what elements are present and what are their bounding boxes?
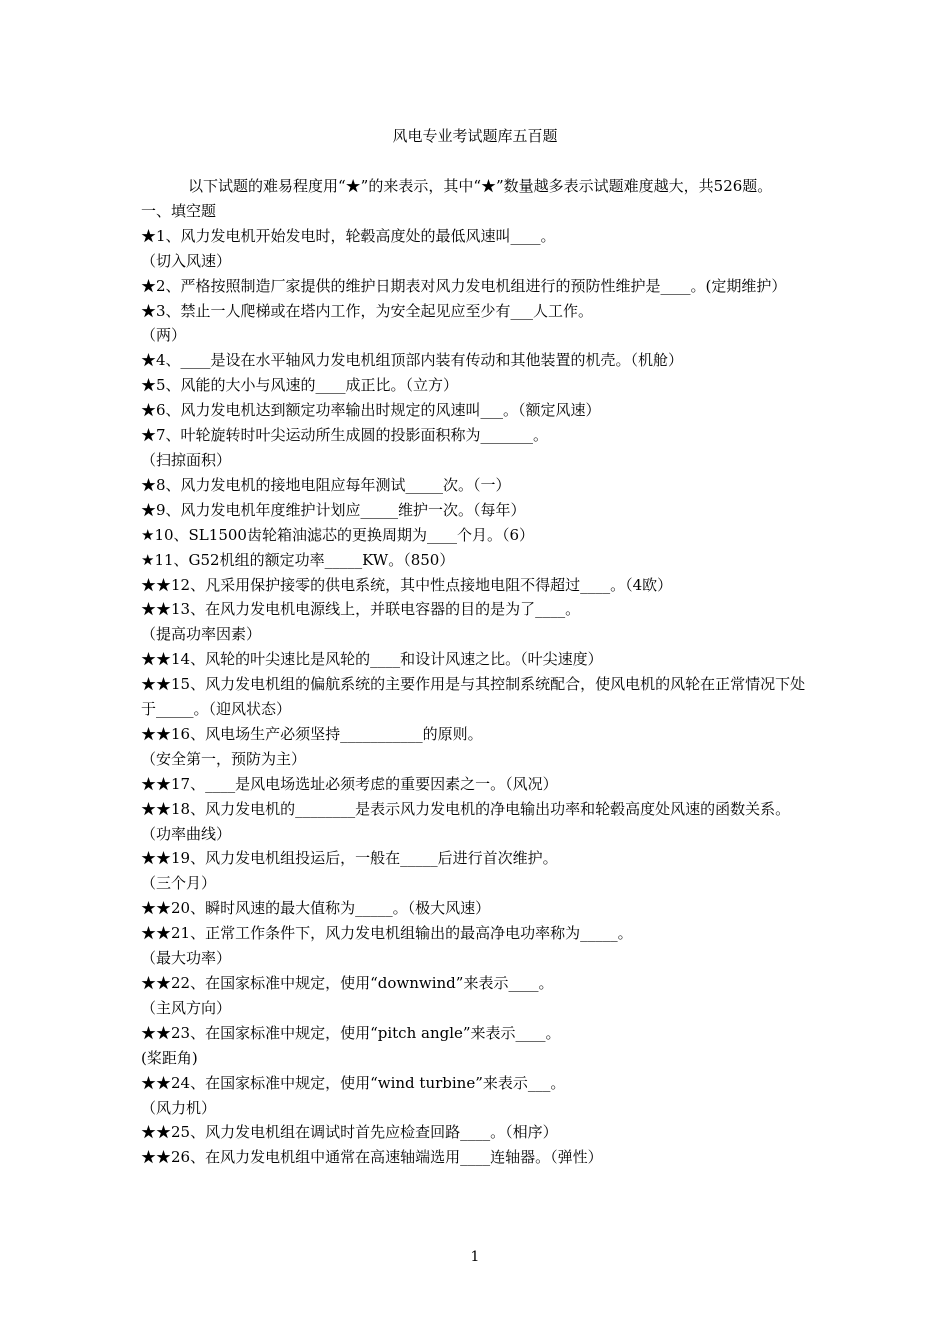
question-line: ★★26、在风力发电机组中通常在高速轴端选用____连轴器。（弹性） <box>141 1148 603 1167</box>
question-line: （最大功率） <box>141 949 232 968</box>
question-line: ★6、风力发电机达到额定功率输出时规定的风速叫___。（额定风速） <box>141 401 601 420</box>
question-line: （提高功率因素） <box>141 625 262 644</box>
question-line: ★★12、凡采用保护接零的供电系统，其中性点接地电阻不得超过____。（4欧） <box>141 575 673 594</box>
question-line: ★5、风能的大小与风速的____成正比。（立方） <box>141 376 459 395</box>
question-line: ★★25、风力发电机组在调试时首先应检查回路____。（相序） <box>141 1123 558 1142</box>
question-line: ★★21、正常工作条件下，风力发电机组输出的最高净电功率称为_____。 <box>141 924 633 943</box>
document-title: 风电专业考试题库五百题 <box>392 127 558 145</box>
question-line: ★★15、风力发电机组的偏航系统的主要作用是与其控制系统配合，使风电机的风轮在正常情况下处于_____。（迎风状态） <box>141 675 806 719</box>
question-line: ★★22、在国家标准中规定，使用“downwind”来表示____。 <box>141 974 554 992</box>
question-line: ★3、禁止一人爬梯或在塔内工作，为安全起见应至少有___人工作。 <box>141 301 594 320</box>
intro-paragraph: 以下试题的难易程度用“★”的来表示，其中“★”数量越多表示试题难度越大，共526题。 <box>188 177 773 195</box>
question-line: ★★16、风电场生产必须坚持___________的原则。 <box>141 724 483 743</box>
question-line: ★4、____是设在水平轴风力发电机组顶部内装有传动和其他装置的机壳。（机舱） <box>141 351 684 370</box>
question-line: (桨距角) <box>141 1048 198 1067</box>
question-line: ★★17、____是风电场选址必须考虑的重要因素之一。（风况） <box>141 774 558 793</box>
question-line: ★★13、在风力发电机电源线上，并联电容器的目的是为了____。 <box>141 600 581 619</box>
document-body <box>141 174 811 1170</box>
question-line: ★1、风力发电机开始发电时，轮毂高度处的最低风速叫____。 <box>141 226 556 245</box>
question-line: ★9、风力发电机年度维护计划应_____维护一次。（每年） <box>141 500 526 519</box>
question-line: ★7、叶轮旋转时叶尖运动所生成圆的投影面积称为_______。 <box>141 426 549 445</box>
question-line: （扫掠面积） <box>141 450 232 469</box>
question-line: （风力机） <box>141 1098 217 1117</box>
question-line: ★8、风力发电机的接地电阻应每年测试_____次。（一） <box>141 475 511 494</box>
page-number: 1 <box>470 1249 480 1265</box>
question-line: ★★19、风力发电机组投运后，一般在_____后进行首次维护。 <box>141 849 558 868</box>
question-line: （三个月） <box>141 874 217 893</box>
question-line: ★★23、在国家标准中规定，使用“pitch angle”来表示____。 <box>141 1023 561 1042</box>
question-line: ★2、严格按照制造厂家提供的维护日期表对风力发电机组进行的预防性维护是____。(定期维护） <box>141 276 787 295</box>
question-line: ★★20、瞬时风速的最大值称为_____。（极大风速） <box>141 899 491 918</box>
question-line: （安全第一，预防为主） <box>141 749 307 768</box>
section-heading: 一、填空题 <box>141 201 217 220</box>
question-line: ★★14、风轮的叶尖速比是风轮的____和设计风速之比。（叶尖速度） <box>141 650 603 669</box>
question-line: （主风方向） <box>141 998 232 1017</box>
question-line: ★★18、风力发电机的________是表示风力发电机的净电输出功率和轮毂高度处风速的函数关系。（功率曲线） <box>141 799 791 843</box>
question-list <box>141 224 811 1170</box>
question-line: ★11、G52机组的额定功率_____KW。（850） <box>141 550 455 569</box>
question-line: （切入风速） <box>141 251 232 270</box>
question-line: （两） <box>141 326 187 345</box>
question-line: ★10、SL1500齿轮箱油滤芯的更换周期为____个月。（6） <box>141 525 534 544</box>
question-line: ★★24、在国家标准中规定，使用“wind turbine”来表示___。 <box>141 1073 566 1092</box>
